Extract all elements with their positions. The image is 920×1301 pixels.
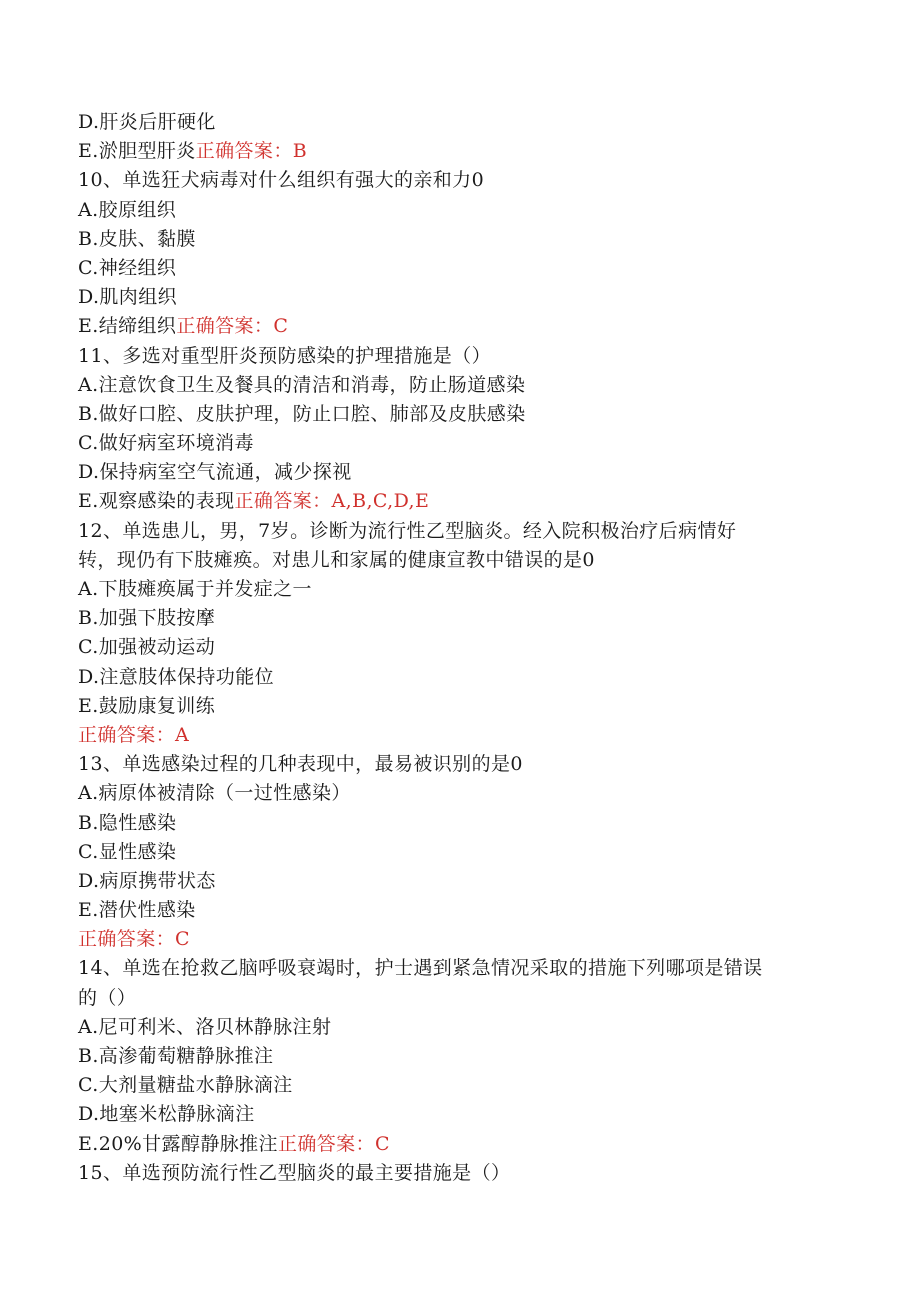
line-text: 10、单选狂犬病毒对什么组织有强大的亲和力0 (78, 169, 485, 192)
line-text: C.神经组织 (78, 256, 177, 279)
text-line (78, 1100, 858, 1129)
correct-answer: 正确答案：C (78, 928, 190, 951)
text-line (78, 604, 858, 633)
line-text: D.保持病室空气流通，减少探视 (78, 461, 352, 484)
line-text: E.结缔组织 (78, 315, 177, 338)
line-text: B.做好口腔、皮肤护理，防止口腔、肺部及皮肤感染 (78, 402, 526, 425)
text-line (78, 663, 858, 692)
text-line (78, 517, 858, 546)
correct-answer: 正确答案：B (195, 140, 308, 163)
line-text: 12、单选患儿，男，7岁。诊断为流行性乙型脑炎。经入院积极治疗后病情好 (78, 519, 737, 542)
line-text: A.注意饮食卫生及餐具的清洁和消毒，防止肠道感染 (78, 373, 526, 396)
line-text: A.尼可利米、洛贝林静脉注射 (78, 1015, 332, 1038)
text-line (78, 342, 858, 371)
text-line (78, 1013, 858, 1042)
line-text: B.加强下肢按摩 (78, 607, 216, 630)
text-line (78, 225, 858, 254)
line-text: B.皮肤、黏膜 (78, 227, 196, 250)
text-line (78, 692, 858, 721)
text-line (78, 575, 858, 604)
text-line (78, 546, 858, 575)
line-text: 的（） (78, 986, 137, 1009)
correct-answer: 正确答案：A,B,C,D,E (234, 490, 430, 513)
text-line (78, 954, 858, 983)
text-line (78, 721, 858, 750)
text-line (78, 283, 858, 312)
text-line (78, 400, 858, 429)
line-text: A.下肢瘫痪属于并发症之一 (78, 578, 312, 600)
text-line (78, 809, 858, 838)
line-text: 转，现仍有下肢瘫痪。对患儿和家属的健康宣教中错误的是0 (78, 548, 595, 571)
text-line (78, 1159, 858, 1188)
line-text: E.20%甘露醇静脉推注 (78, 1132, 278, 1155)
text-line (78, 1071, 858, 1100)
text-line (78, 896, 858, 925)
line-text: E.观察感染的表现 (78, 490, 235, 513)
line-text: D.病原携带状态 (78, 869, 216, 892)
line-text: B.高渗葡萄糖静脉推注 (78, 1045, 274, 1067)
text-line (78, 254, 858, 283)
text-line (78, 487, 858, 516)
correct-answer: 正确答案：A (78, 723, 190, 746)
text-line (78, 371, 858, 400)
text-line (78, 312, 858, 341)
text-line (78, 750, 858, 779)
line-text: D.注意肢体保持功能位 (78, 665, 274, 688)
text-line (78, 779, 858, 808)
text-line (78, 925, 858, 954)
line-text: E.鼓励康复训练 (78, 694, 216, 717)
correct-answer: 正确答案：C (176, 315, 289, 338)
line-text: C.显性感染 (78, 840, 177, 863)
line-text: A.病原体被清除（一过性感染） (78, 782, 351, 805)
line-text: 15、单选预防流行性乙型脑炎的最主要措施是（） (78, 1161, 511, 1184)
line-text: D.肌肉组织 (78, 286, 177, 309)
text-line (78, 1042, 858, 1071)
text-line (78, 1130, 858, 1159)
line-text: C.做好病室环境消毒 (78, 432, 254, 455)
line-text: 14、单选在抢救乙脑呼吸衰竭时，护士遇到紧急情况采取的措施下列哪项是错误 (78, 957, 763, 980)
line-text: C.加强被动运动 (78, 636, 216, 659)
line-text: 13、单选感染过程的几种表现中，最易被识别的是0 (78, 753, 523, 776)
line-text: C.大剂量糖盐水静脉滴注 (78, 1074, 293, 1097)
text-line (78, 108, 858, 137)
text-line (78, 166, 858, 195)
text-line (78, 429, 858, 458)
correct-answer: 正确答案：C (277, 1132, 390, 1155)
line-text: E.淤胆型肝炎 (78, 140, 196, 163)
line-text: 11、多选对重型肝炎预防感染的护理措施是（） (78, 344, 491, 367)
line-text: E.潜伏性感染 (78, 899, 196, 922)
text-line (78, 633, 858, 662)
question-list (78, 108, 858, 1188)
line-text: B.隐性感染 (78, 811, 177, 834)
line-text: D.肝炎后肝硬化 (78, 111, 216, 133)
text-line (78, 458, 858, 487)
line-text: A.胶原组织 (78, 198, 177, 221)
text-line (78, 196, 858, 225)
text-line (78, 867, 858, 896)
text-line (78, 137, 858, 166)
line-text: D.地塞米松静脉滴注 (78, 1103, 255, 1126)
text-line (78, 984, 858, 1013)
text-line (78, 838, 858, 867)
